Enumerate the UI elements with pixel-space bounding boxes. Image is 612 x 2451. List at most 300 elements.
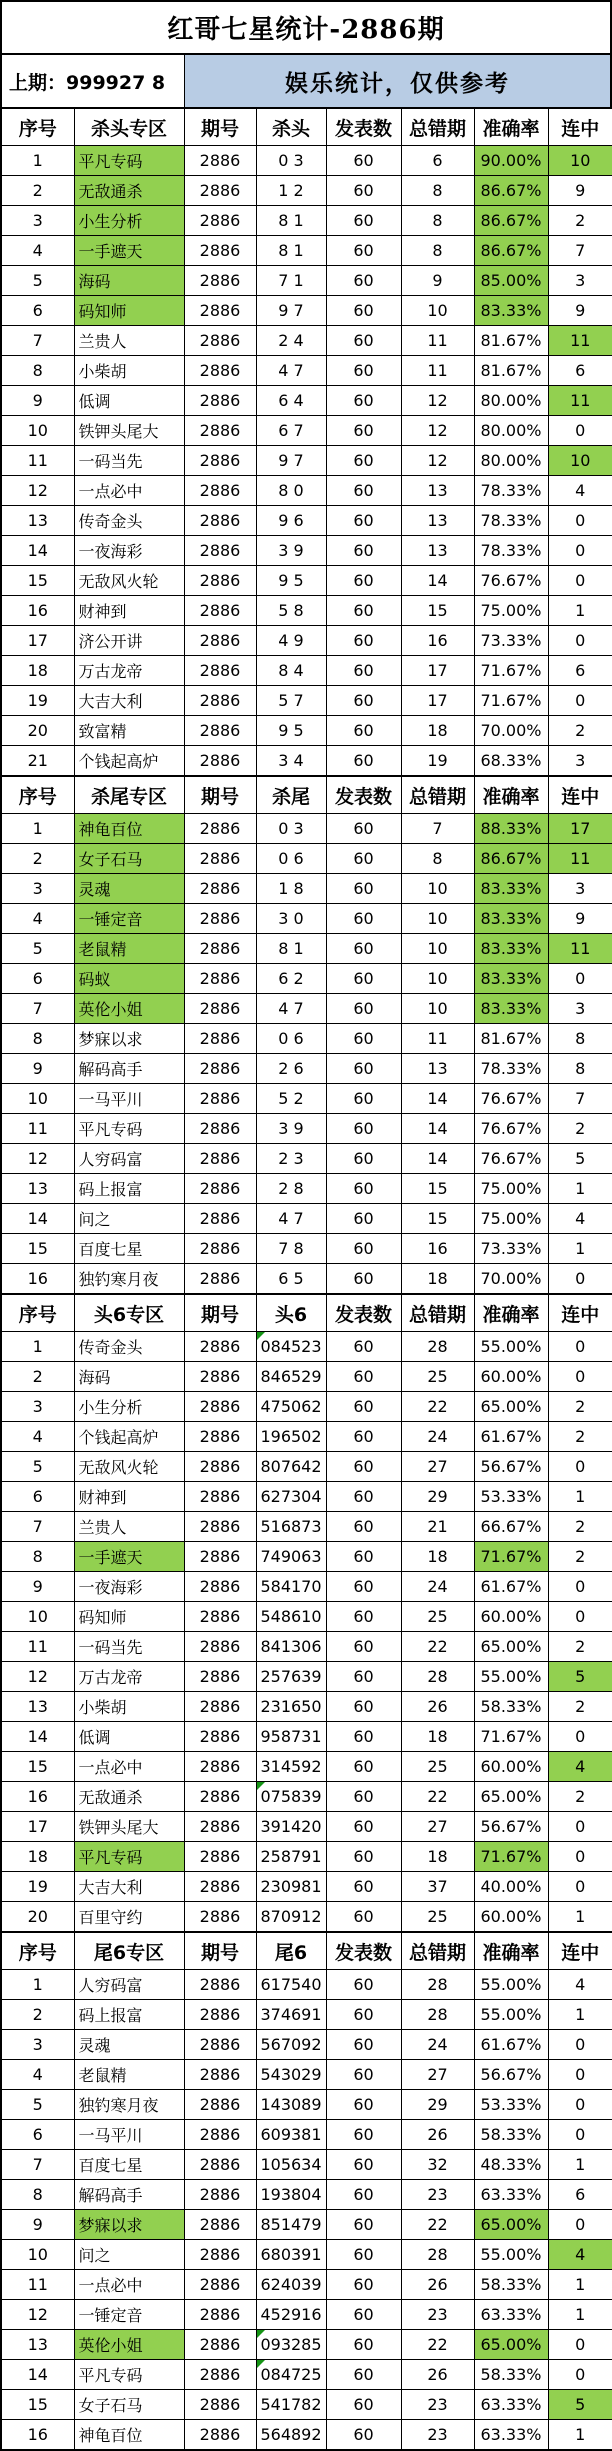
table-row xyxy=(1,656,612,686)
serial-cell: 13 xyxy=(1,2330,74,2360)
wrong-periods-cell: 13 xyxy=(401,1054,474,1084)
pick-numbers-cell: 193804 xyxy=(256,2180,326,2210)
expert-name-cell: 码蚁 xyxy=(74,964,184,994)
period-cell: 2886 xyxy=(184,934,256,964)
serial-cell: 15 xyxy=(1,1752,74,1782)
wrong-periods-cell: 22 xyxy=(401,2210,474,2240)
expert-name-cell: 神龟百位 xyxy=(74,2420,184,2451)
expert-name-cell: 解码高手 xyxy=(74,1054,184,1084)
serial-cell: 4 xyxy=(1,2060,74,2090)
table-row xyxy=(1,1512,612,1542)
wrong-periods-cell: 6 xyxy=(401,146,474,176)
table-row xyxy=(1,874,612,904)
period-cell: 2886 xyxy=(184,1452,256,1482)
table-row xyxy=(1,1452,612,1482)
period-cell: 2886 xyxy=(184,476,256,506)
streak-cell: 4 xyxy=(548,476,612,506)
streak-cell: 0 xyxy=(548,2330,612,2360)
column-header: 杀尾 xyxy=(256,777,326,814)
column-header: 准确率 xyxy=(474,109,548,146)
period-cell: 2886 xyxy=(184,2240,256,2270)
expert-name-cell: 万古龙帝 xyxy=(74,1662,184,1692)
table-row xyxy=(1,536,612,566)
accuracy-cell: 76.67% xyxy=(474,1114,548,1144)
serial-cell: 14 xyxy=(1,1722,74,1752)
period-cell: 2886 xyxy=(184,1362,256,1392)
accuracy-cell: 78.33% xyxy=(474,506,548,536)
table-row xyxy=(1,1024,612,1054)
last-period-result: 上期：999927 8 xyxy=(2,55,185,108)
accuracy-cell: 53.33% xyxy=(474,1482,548,1512)
accuracy-cell: 58.33% xyxy=(474,2120,548,2150)
period-cell: 2886 xyxy=(184,2060,256,2090)
expert-name-cell: 低调 xyxy=(74,386,184,416)
period-cell: 2886 xyxy=(184,2330,256,2360)
streak-cell: 6 xyxy=(548,356,612,386)
published-count-cell: 60 xyxy=(326,1264,401,1294)
table-row xyxy=(1,626,612,656)
column-header: 尾6 xyxy=(256,1933,326,1970)
streak-cell: 0 xyxy=(548,2360,612,2390)
table-row xyxy=(1,2030,612,2060)
serial-cell: 6 xyxy=(1,296,74,326)
published-count-cell: 60 xyxy=(326,1872,401,1902)
table-row xyxy=(1,1392,612,1422)
column-header: 杀头专区 xyxy=(74,109,184,146)
accuracy-cell: 71.67% xyxy=(474,656,548,686)
column-header: 总错期 xyxy=(401,1933,474,1970)
wrong-periods-cell: 18 xyxy=(401,1842,474,1872)
wrong-periods-cell: 25 xyxy=(401,1602,474,1632)
published-count-cell: 60 xyxy=(326,1842,401,1872)
serial-cell: 14 xyxy=(1,2360,74,2390)
wrong-periods-cell: 13 xyxy=(401,536,474,566)
accuracy-cell: 81.67% xyxy=(474,326,548,356)
accuracy-cell: 55.00% xyxy=(474,2000,548,2030)
wrong-periods-cell: 13 xyxy=(401,506,474,536)
table-row xyxy=(1,1264,612,1294)
streak-cell: 0 xyxy=(548,2090,612,2120)
pick-numbers-cell: 9 5 xyxy=(256,566,326,596)
expert-name-cell: 梦寐以求 xyxy=(74,2210,184,2240)
published-count-cell: 60 xyxy=(326,1332,401,1362)
published-count-cell: 60 xyxy=(326,746,401,776)
table-row xyxy=(1,1752,612,1782)
streak-cell: 0 xyxy=(548,626,612,656)
published-count-cell: 60 xyxy=(326,326,401,356)
wrong-periods-cell: 26 xyxy=(401,2270,474,2300)
period-cell: 2886 xyxy=(184,566,256,596)
pick-numbers-cell: 541782 xyxy=(256,2390,326,2420)
streak-cell: 0 xyxy=(548,1872,612,1902)
wrong-periods-cell: 10 xyxy=(401,296,474,326)
expert-name-cell: 个钱起高炉 xyxy=(74,746,184,776)
table-row xyxy=(1,1602,612,1632)
table-row xyxy=(1,2360,612,2390)
period-cell: 2886 xyxy=(184,1970,256,2000)
pick-numbers-cell: 9 6 xyxy=(256,506,326,536)
published-count-cell: 60 xyxy=(326,596,401,626)
expert-name-cell: 铁钾头尾大 xyxy=(74,1812,184,1842)
expert-name-cell: 无敌风火轮 xyxy=(74,1452,184,1482)
serial-cell: 10 xyxy=(1,1602,74,1632)
published-count-cell: 60 xyxy=(326,1362,401,1392)
accuracy-cell: 65.00% xyxy=(474,1782,548,1812)
accuracy-cell: 60.00% xyxy=(474,1902,548,1932)
published-count-cell: 60 xyxy=(326,844,401,874)
table-row xyxy=(1,814,612,844)
serial-cell: 16 xyxy=(1,1264,74,1294)
streak-cell: 0 xyxy=(548,964,612,994)
streak-cell: 1 xyxy=(548,1174,612,1204)
expert-name-cell: 兰贵人 xyxy=(74,326,184,356)
published-count-cell: 60 xyxy=(326,2330,401,2360)
published-count-cell: 60 xyxy=(326,296,401,326)
streak-cell: 3 xyxy=(548,874,612,904)
column-header: 发表数 xyxy=(326,1295,401,1332)
disclaimer-notice: 娱乐统计，仅供参考 xyxy=(185,55,610,108)
published-count-cell: 60 xyxy=(326,536,401,566)
published-count-cell: 60 xyxy=(326,1722,401,1752)
period-cell: 2886 xyxy=(184,2090,256,2120)
period-cell: 2886 xyxy=(184,746,256,776)
wrong-periods-cell: 29 xyxy=(401,1482,474,1512)
pick-numbers-cell: 851479 xyxy=(256,2210,326,2240)
pick-numbers-cell: 143089 xyxy=(256,2090,326,2120)
period-cell: 2886 xyxy=(184,964,256,994)
streak-cell: 5 xyxy=(548,1662,612,1692)
pick-numbers-cell: 627304 xyxy=(256,1482,326,1512)
serial-cell: 8 xyxy=(1,1024,74,1054)
accuracy-cell: 83.33% xyxy=(474,994,548,1024)
wrong-periods-cell: 14 xyxy=(401,566,474,596)
expert-name-cell: 无敌通杀 xyxy=(74,176,184,206)
pick-numbers-cell: 2 6 xyxy=(256,1054,326,1084)
serial-cell: 6 xyxy=(1,1482,74,1512)
serial-cell: 4 xyxy=(1,904,74,934)
expert-name-cell: 一手遮天 xyxy=(74,236,184,266)
accuracy-cell: 55.00% xyxy=(474,2240,548,2270)
period-cell: 2886 xyxy=(184,1024,256,1054)
accuracy-cell: 58.33% xyxy=(474,2270,548,2300)
serial-cell: 18 xyxy=(1,656,74,686)
pick-numbers-cell: 093285 xyxy=(256,2330,326,2360)
subheader-row xyxy=(0,55,612,108)
period-cell: 2886 xyxy=(184,1752,256,1782)
pick-numbers-cell: 314592 xyxy=(256,1752,326,1782)
published-count-cell: 60 xyxy=(326,266,401,296)
expert-name-cell: 大吉大利 xyxy=(74,686,184,716)
accuracy-cell: 65.00% xyxy=(474,1392,548,1422)
table-row xyxy=(1,1362,612,1392)
published-count-cell: 60 xyxy=(326,1970,401,2000)
serial-cell: 10 xyxy=(1,1084,74,1114)
accuracy-cell: 75.00% xyxy=(474,596,548,626)
expert-name-cell: 问之 xyxy=(74,1204,184,1234)
serial-cell: 7 xyxy=(1,994,74,1024)
streak-cell: 1 xyxy=(548,2000,612,2030)
published-count-cell: 60 xyxy=(326,2210,401,2240)
streak-cell: 2 xyxy=(548,1512,612,1542)
expert-name-cell: 一锤定音 xyxy=(74,2300,184,2330)
wrong-periods-cell: 10 xyxy=(401,874,474,904)
streak-cell: 0 xyxy=(548,536,612,566)
serial-cell: 14 xyxy=(1,536,74,566)
table-row xyxy=(1,1422,612,1452)
accuracy-cell: 60.00% xyxy=(474,1362,548,1392)
streak-cell: 1 xyxy=(548,2150,612,2180)
streak-cell: 8 xyxy=(548,1054,612,1084)
pick-numbers-cell: 3 9 xyxy=(256,1114,326,1144)
table-row xyxy=(1,994,612,1024)
wrong-periods-cell: 28 xyxy=(401,2240,474,2270)
stats-table xyxy=(0,1932,612,2451)
pick-numbers-cell: 0 6 xyxy=(256,1024,326,1054)
period-cell: 2886 xyxy=(184,1872,256,1902)
wrong-periods-cell: 26 xyxy=(401,1692,474,1722)
wrong-periods-cell: 12 xyxy=(401,386,474,416)
streak-cell: 1 xyxy=(548,1482,612,1512)
accuracy-cell: 78.33% xyxy=(474,1054,548,1084)
wrong-periods-cell: 9 xyxy=(401,266,474,296)
published-count-cell: 60 xyxy=(326,1174,401,1204)
table-row xyxy=(1,1692,612,1722)
period-cell: 2886 xyxy=(184,1392,256,1422)
serial-cell: 19 xyxy=(1,1872,74,1902)
accuracy-cell: 86.67% xyxy=(474,176,548,206)
wrong-periods-cell: 27 xyxy=(401,2060,474,2090)
accuracy-cell: 63.33% xyxy=(474,2180,548,2210)
serial-cell: 6 xyxy=(1,964,74,994)
expert-name-cell: 财神到 xyxy=(74,596,184,626)
period-cell: 2886 xyxy=(184,2030,256,2060)
streak-cell: 2 xyxy=(548,716,612,746)
period-cell: 2886 xyxy=(184,1174,256,1204)
period-cell: 2886 xyxy=(184,1632,256,1662)
accuracy-cell: 80.00% xyxy=(474,446,548,476)
period-cell: 2886 xyxy=(184,2000,256,2030)
column-header: 总错期 xyxy=(401,1295,474,1332)
expert-name-cell: 低调 xyxy=(74,1722,184,1752)
serial-cell: 11 xyxy=(1,446,74,476)
table-row xyxy=(1,296,612,326)
table-row xyxy=(1,2270,612,2300)
streak-cell: 1 xyxy=(548,2270,612,2300)
table-row xyxy=(1,1542,612,1572)
streak-cell: 11 xyxy=(548,934,612,964)
serial-cell: 20 xyxy=(1,1902,74,1932)
published-count-cell: 60 xyxy=(326,1632,401,1662)
column-header: 连中 xyxy=(548,777,612,814)
pick-numbers-cell: 084725 xyxy=(256,2360,326,2390)
published-count-cell: 60 xyxy=(326,2420,401,2451)
published-count-cell: 60 xyxy=(326,1422,401,1452)
serial-cell: 10 xyxy=(1,416,74,446)
accuracy-cell: 86.67% xyxy=(474,206,548,236)
column-header: 总错期 xyxy=(401,109,474,146)
published-count-cell: 60 xyxy=(326,1782,401,1812)
period-cell: 2886 xyxy=(184,656,256,686)
serial-cell: 9 xyxy=(1,386,74,416)
serial-cell: 7 xyxy=(1,326,74,356)
accuracy-cell: 63.33% xyxy=(474,2300,548,2330)
pick-numbers-cell: 4 7 xyxy=(256,356,326,386)
table-row xyxy=(1,1144,612,1174)
expert-name-cell: 码上报富 xyxy=(74,2000,184,2030)
table-row xyxy=(1,2390,612,2420)
accuracy-cell: 60.00% xyxy=(474,1602,548,1632)
wrong-periods-cell: 28 xyxy=(401,1332,474,1362)
streak-cell: 0 xyxy=(548,1842,612,1872)
accuracy-cell: 70.00% xyxy=(474,1264,548,1294)
table-row xyxy=(1,2330,612,2360)
pick-numbers-cell: 075839 xyxy=(256,1782,326,1812)
table-row xyxy=(1,146,612,176)
pick-numbers-cell: 475062 xyxy=(256,1392,326,1422)
column-header: 发表数 xyxy=(326,109,401,146)
accuracy-cell: 85.00% xyxy=(474,266,548,296)
table-row xyxy=(1,2210,612,2240)
wrong-periods-cell: 24 xyxy=(401,2030,474,2060)
serial-cell: 12 xyxy=(1,1662,74,1692)
table-row xyxy=(1,2090,612,2120)
streak-cell: 3 xyxy=(548,994,612,1024)
table-row xyxy=(1,1722,612,1752)
wrong-periods-cell: 21 xyxy=(401,1512,474,1542)
wrong-periods-cell: 28 xyxy=(401,1970,474,2000)
published-count-cell: 60 xyxy=(326,2120,401,2150)
accuracy-cell: 65.00% xyxy=(474,2210,548,2240)
streak-cell: 0 xyxy=(548,2120,612,2150)
serial-cell: 2 xyxy=(1,844,74,874)
column-header: 发表数 xyxy=(326,1933,401,1970)
table-row xyxy=(1,2120,612,2150)
wrong-periods-cell: 18 xyxy=(401,1722,474,1752)
wrong-periods-cell: 14 xyxy=(401,1144,474,1174)
serial-cell: 4 xyxy=(1,1422,74,1452)
expert-name-cell: 一锤定音 xyxy=(74,904,184,934)
pick-numbers-cell: 1 8 xyxy=(256,874,326,904)
published-count-cell: 60 xyxy=(326,934,401,964)
accuracy-cell: 58.33% xyxy=(474,2360,548,2390)
pick-numbers-cell: 2 3 xyxy=(256,1144,326,1174)
wrong-periods-cell: 17 xyxy=(401,686,474,716)
period-cell: 2886 xyxy=(184,326,256,356)
pick-numbers-cell: 516873 xyxy=(256,1512,326,1542)
column-header: 准确率 xyxy=(474,1933,548,1970)
pick-numbers-cell: 5 8 xyxy=(256,596,326,626)
expert-name-cell: 无敌通杀 xyxy=(74,1782,184,1812)
table-row xyxy=(1,506,612,536)
wrong-periods-cell: 10 xyxy=(401,964,474,994)
expert-name-cell: 码知师 xyxy=(74,296,184,326)
wrong-periods-cell: 15 xyxy=(401,1174,474,1204)
wrong-periods-cell: 27 xyxy=(401,1452,474,1482)
accuracy-cell: 81.67% xyxy=(474,1024,548,1054)
pick-numbers-cell: 231650 xyxy=(256,1692,326,1722)
period-cell: 2886 xyxy=(184,994,256,1024)
pick-numbers-cell: 3 9 xyxy=(256,536,326,566)
pick-numbers-cell: 9 7 xyxy=(256,296,326,326)
pick-numbers-cell: 4 7 xyxy=(256,1204,326,1234)
accuracy-cell: 48.33% xyxy=(474,2150,548,2180)
serial-cell: 13 xyxy=(1,1692,74,1722)
table-row xyxy=(1,1572,612,1602)
accuracy-cell: 61.67% xyxy=(474,1572,548,1602)
streak-cell: 2 xyxy=(548,1692,612,1722)
period-cell: 2886 xyxy=(184,1662,256,1692)
streak-cell: 0 xyxy=(548,1572,612,1602)
published-count-cell: 60 xyxy=(326,1452,401,1482)
serial-cell: 15 xyxy=(1,566,74,596)
serial-cell: 7 xyxy=(1,2150,74,2180)
published-count-cell: 60 xyxy=(326,1662,401,1692)
period-cell: 2886 xyxy=(184,2210,256,2240)
period-cell: 2886 xyxy=(184,296,256,326)
accuracy-cell: 83.33% xyxy=(474,964,548,994)
streak-cell: 8 xyxy=(548,1024,612,1054)
expert-name-cell: 百度七星 xyxy=(74,2150,184,2180)
accuracy-cell: 55.00% xyxy=(474,1662,548,1692)
table-row xyxy=(1,2000,612,2030)
period-cell: 2886 xyxy=(184,1542,256,1572)
accuracy-cell: 78.33% xyxy=(474,536,548,566)
streak-cell: 0 xyxy=(548,566,612,596)
wrong-periods-cell: 22 xyxy=(401,1782,474,1812)
accuracy-cell: 65.00% xyxy=(474,1632,548,1662)
column-header: 连中 xyxy=(548,109,612,146)
header-row xyxy=(1,1933,612,1970)
table-row xyxy=(1,236,612,266)
accuracy-cell: 76.67% xyxy=(474,1084,548,1114)
published-count-cell: 60 xyxy=(326,566,401,596)
published-count-cell: 60 xyxy=(326,206,401,236)
expert-name-cell: 铁钾头尾大 xyxy=(74,416,184,446)
pick-numbers-cell: 6 7 xyxy=(256,416,326,446)
serial-cell: 15 xyxy=(1,2390,74,2420)
accuracy-cell: 55.00% xyxy=(474,1970,548,2000)
column-header: 期号 xyxy=(184,1933,256,1970)
period-cell: 2886 xyxy=(184,844,256,874)
period-cell: 2886 xyxy=(184,2150,256,2180)
published-count-cell: 60 xyxy=(326,176,401,206)
period-cell: 2886 xyxy=(184,1722,256,1752)
expert-name-cell: 人穷码富 xyxy=(74,1970,184,2000)
expert-name-cell: 无敌风火轮 xyxy=(74,566,184,596)
wrong-periods-cell: 28 xyxy=(401,2000,474,2030)
column-header: 期号 xyxy=(184,777,256,814)
column-header: 杀尾专区 xyxy=(74,777,184,814)
streak-cell: 2 xyxy=(548,1114,612,1144)
published-count-cell: 60 xyxy=(326,1204,401,1234)
streak-cell: 5 xyxy=(548,2390,612,2420)
serial-cell: 8 xyxy=(1,356,74,386)
column-header: 序号 xyxy=(1,1295,74,1332)
pick-numbers-cell: 7 1 xyxy=(256,266,326,296)
serial-cell: 1 xyxy=(1,146,74,176)
published-count-cell: 60 xyxy=(326,1144,401,1174)
serial-cell: 6 xyxy=(1,2120,74,2150)
expert-name-cell: 一手遮天 xyxy=(74,1542,184,1572)
table-row xyxy=(1,386,612,416)
pick-numbers-cell: 6 2 xyxy=(256,964,326,994)
period-cell: 2886 xyxy=(184,2180,256,2210)
published-count-cell: 60 xyxy=(326,656,401,686)
expert-name-cell: 码上报富 xyxy=(74,1174,184,1204)
streak-cell: 9 xyxy=(548,296,612,326)
accuracy-cell: 56.67% xyxy=(474,2060,548,2090)
accuracy-cell: 58.33% xyxy=(474,1692,548,1722)
